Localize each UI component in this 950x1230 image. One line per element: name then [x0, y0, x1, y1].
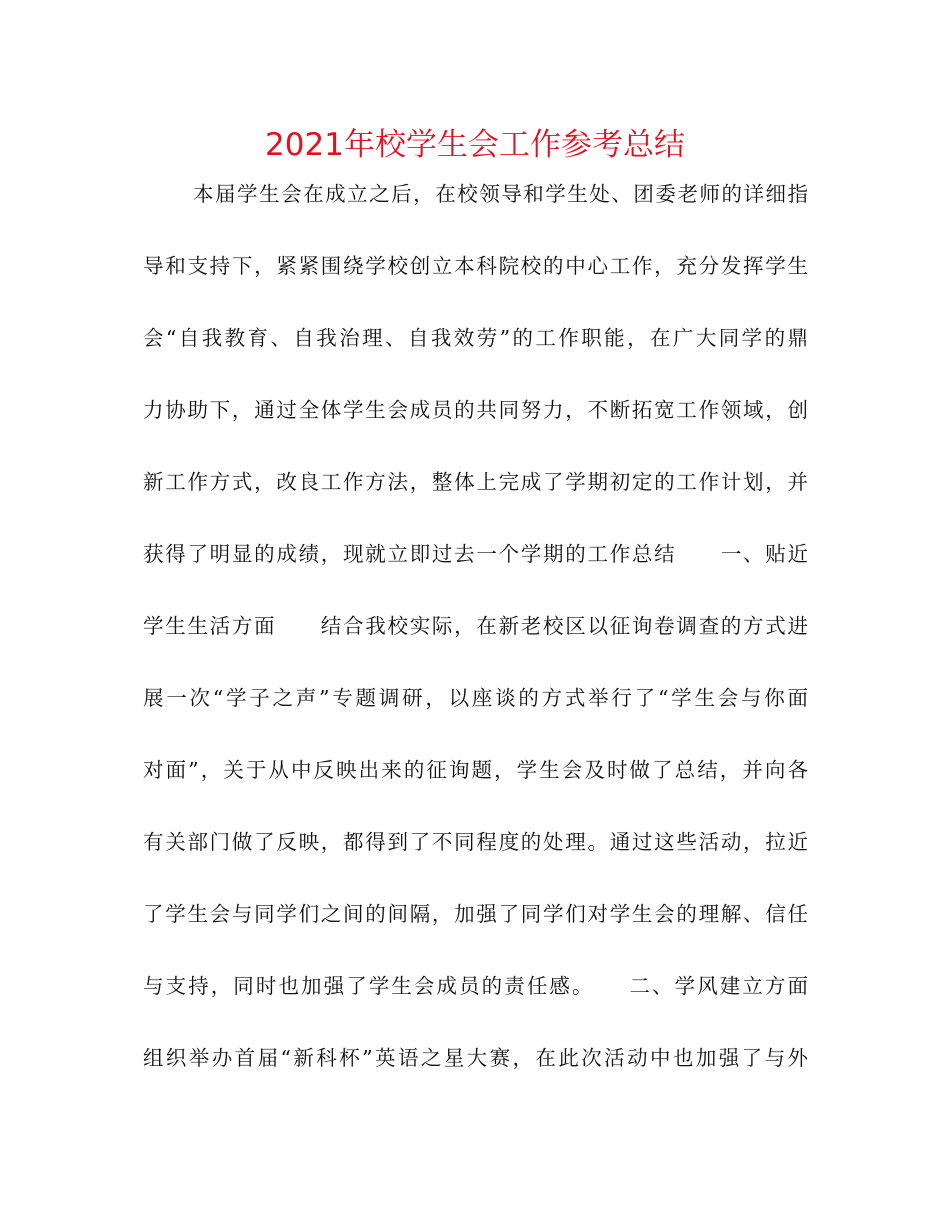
body-line-12: 与支持，同时也加强了学生会成员的责任感。 二、学风建立方面: [143, 974, 808, 998]
body-line-8: 展一次“学子之声”专题调研，以座谈的方式举行了“学生会与你面: [143, 686, 808, 710]
body-line-5: 新工作方式，改良工作方法，整体上完成了学期初定的工作计划，并: [143, 470, 808, 494]
body-line-2: 导和支持下，紧紧围绕学校创立本科院校的中心工作，充分发挥学生: [143, 254, 808, 278]
body-line-13: 组织举办首届“新科杯”英语之星大赛，在此次活动中也加强了与外: [143, 1046, 808, 1070]
body-line-11: 了学生会与同学们之间的间隔，加强了同学们对学生会的理解、信任: [143, 902, 808, 926]
body-line-3: 会“自我教育、自我治理、自我效劳”的工作职能，在广大同学的鼎: [143, 326, 808, 350]
body-line-10: 有关部门做了反映，都得到了不同程度的处理。通过这些活动，拉近: [143, 830, 808, 854]
body-line-7: 学生生活方面 结合我校实际，在新老校区以征询卷调查的方式进: [143, 614, 808, 638]
document-title: 2021年校学生会工作参考总结: [265, 127, 685, 163]
body-line-9: 对面”，关于从中反映出来的征询题，学生会及时做了总结，并向各: [143, 758, 808, 782]
body-line-6: 获得了明显的成绩，现就立即过去一个学期的工作总结 一、贴近: [143, 542, 808, 566]
body-line-4: 力协助下，通过全体学生会成员的共同努力，不断拓宽工作领域，创: [143, 398, 808, 422]
body-line-1: 本届学生会在成立之后，在校领导和学生处、团委老师的详细指: [193, 182, 808, 206]
